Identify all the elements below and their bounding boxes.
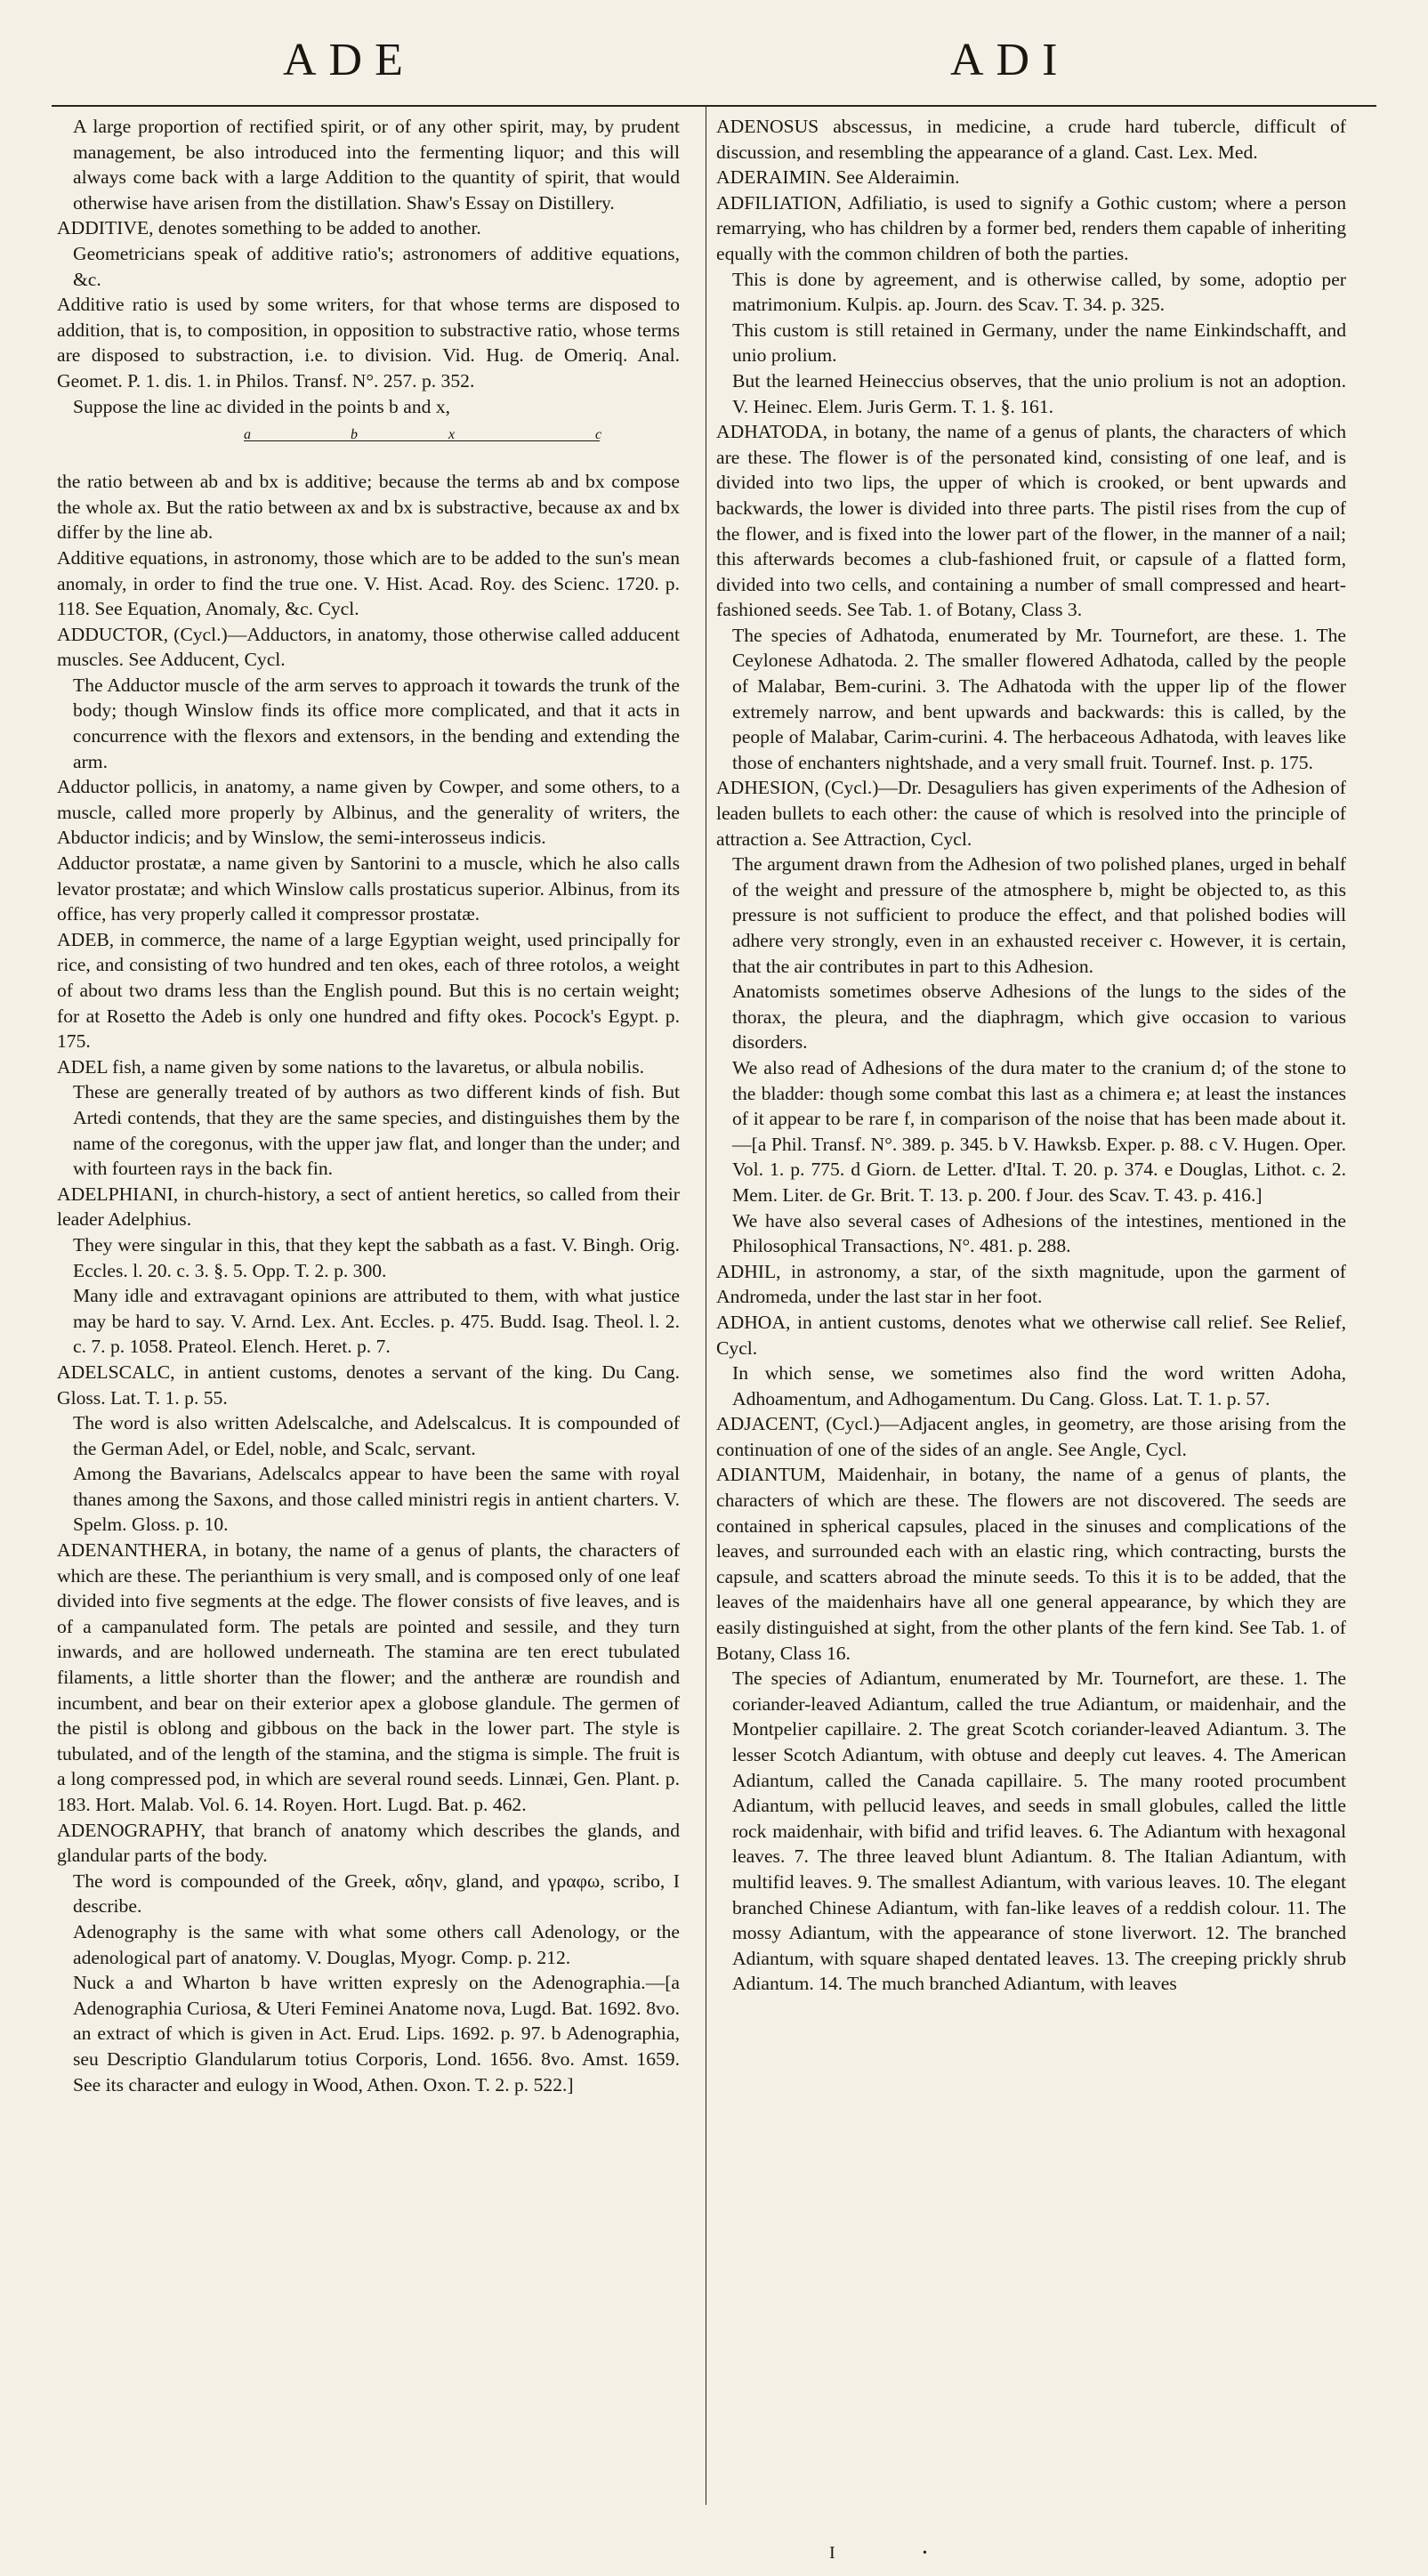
dictionary-entry: ADERAIMIN. See Alderaimin. — [716, 166, 960, 189]
entry-paragraph: Among the Bavarians, Adelscalcs appear to have been the same with royal thanes among the Saxons, and those called ministri regis in antient charters. V. Spelm. Gloss. p. 10. — [73, 1463, 680, 1536]
entry-paragraph: They were singular in this, that they kept the sabbath as a fast. V. Bingh. Orig. Eccles. l. 20. c. 3. §. 5. Opp. T. 2. p. 300. — [73, 1233, 680, 1281]
dictionary-entry: ADHATODA, in botany, the name of a genus of plants, the characters of which are these. The flower is of the personated kind, consisting of one leaf, and is divided into two lips, the upper of which is crooked, or bent upwards and backwards, the lower is divided into three parts. The pistil rises from the cup of the flower, and is fixed into the lower part of the flower, in the manner of a nail; this afterwards becomes a club-fashioned fruit, or capsule of a flatted form, divided into two cells, and containing a number of small compressed and heart-fashioned seeds. See Tab. 1. of Botany, Class 3. — [716, 421, 1346, 621]
diagram-point-label: b — [351, 427, 358, 443]
dictionary-entry: Additive equations, in astronomy, those which are to be added to the sun's mean anomaly, in order to find the true one. V. Hist. Acad. Roy. des Scienc. 1720. p. 118. See Equation, Anomaly, &c. Cycl. — [57, 546, 680, 620]
entry-paragraph: This custom is still retained in Germany, under the name Einkindschafft, and unio prolium. — [732, 319, 1346, 367]
dictionary-entry: ADHESION, (Cycl.)—Dr. Desaguliers has given experiments of the Adhesion of leaden bullets to each other: the cause of which is resolved into the principle of attraction a. See Attraction, Cycl. — [716, 777, 1346, 850]
running-head-right: ADI — [950, 35, 1070, 85]
dictionary-entry: ADDITIVE, denotes something to be added to another. — [57, 217, 481, 239]
entry-paragraph: The Adductor muscle of the arm serves to approach it towards the trunk of the body; though Winslow finds its office more complicated, and that it acts in concurrence with the flexors and extensors, in the bending and extending the arm. — [73, 674, 680, 772]
dictionary-entry: ADELSCALC, in antient customs, denotes a servant of the king. Du Cang. Gloss. Lat. T. 1. p. 55. — [57, 1361, 680, 1409]
diagram-point-label: c — [595, 427, 602, 443]
diagram-line — [244, 440, 600, 441]
dictionary-entry: ADENOSUS abscessus, in medicine, a crude hard tubercle, difficult of discussion, and resembling the appearance of a gland. Cast. Lex. Med. — [716, 116, 1346, 163]
right-column — [716, 114, 1346, 1997]
dictionary-entry: ADENANTHERA, in botany, the name of a genus of plants, the characters of which are these. The perianthium is very small, and is composed only of one leaf divided into five segments at the edge. The flower consists of five leaves, and is of a campanulated form. The petals are pointed and sessile, and they turn inwards, and are hollowed underneath. The stamina are ten erect tubulated filaments, a little shorter than the flower; and the antheræ are roundish and incumbent, and bear on their exterior apex a globose glandule. The germen of the pistil is oblong and gibbous on the back in the lower part. The style is tubulated, and of the length of the stamina, and the stigma is simple. The fruit is a long compressed pod, in which are several round seeds. Linnæi, Gen. Plant. p. 183. Hort. Malab. Vol. 6. 14. Royen. Hort. Lugd. Bat. p. 462. — [57, 1539, 681, 1815]
diagram-point-label: x — [448, 427, 456, 443]
entry-paragraph: Adenography is the same with what some others call Adenology, or the adenological part of anatomy. V. Douglas, Myogr. Comp. p. 212. — [73, 1920, 680, 1968]
dictionary-entry: ADELPHIANI, in church-history, a sect of antient heretics, so called from their leader Adelphius. — [57, 1183, 680, 1231]
dictionary-entry: ADENOGRAPHY, that branch of anatomy which describes the glands, and glandular parts of the body. — [57, 1819, 680, 1867]
dictionary-entry: ADIANTUM, Maidenhair, in botany, the name of a genus of plants, the characters of which are these. The flowers are not discovered. The seeds are contained in spherical capsules, placed in the sinuses and complications of the leaves, and surrounded each with an elastic ring, which contracting, bursts the capsule, and scatters abroad the minute seeds. To this it is to be added, that the leaves of the maidenhairs have all one general appearance, by which they are easily distinguished at sight, from the other plants of the fern kind. See Tab. 1. of Botany, Class 16. — [716, 1464, 1346, 1664]
entry-paragraph: Anatomists sometimes observe Adhesions of the lungs to the sides of the thorax, the pleura, and the diaphragm, which give occasion to various disorders. — [732, 981, 1346, 1054]
entry-paragraph: This is done by agreement, and is otherwise called, by some, adoptio per matrimonium. Kulpis. ap. Journ. des Scav. T. 34. p. 325. — [732, 268, 1346, 316]
entry-paragraph: These are generally treated of by authors as two different kinds of fish. But Artedi contends, that they are the same species, and distinguishes them by the name of the coregonus, with the upper jaw flat, and longer than the under; and with fourteen rays in the back fin. — [73, 1081, 680, 1180]
entry-paragraph: We have also several cases of Adhesions of the intestines, mentioned in the Philosophical Transactions, N°. 481. p. 288. — [732, 1209, 1346, 1257]
entry-paragraph: The species of Adhatoda, enumerated by Mr. Tournefort, are these. 1. The Ceylonese Adhatoda. 2. The smaller flowered Adhatoda, called by the people of Malabar, Bem-curini. 3. The Adhatoda with the upper lip of the flower extremely narrow, and bent upwards and backwards: this is called, by the people of Malabar, Carim-curini. 4. The herbaceous Adhatoda, with leaves like those of enchanters nightshade, and a very small fruit. Tournef. Inst. p. 175. — [732, 624, 1346, 773]
entry-paragraph: Nuck a and Wharton b have written expresly on the Adenographia.—[a Adenographia Curiosa, & Uteri Feminei Anatome nova, Lugd. Bat. 1692. 8vo. an extract of which is given in Act. Erud. Lips. 1692. p. 97. b Adenographia, seu Descriptio Glandularum totius Corporis, Lond. 1656. 8vo. Amst. 1659. See its character and eulogy in Wood, Athen. Oxon. T. 2. p. 522.] — [73, 1972, 680, 2096]
entry-paragraph: Many idle and extravagant opinions are attributed to them, with what justice may be hard to say. V. Arnd. Lex. Ant. Eccles. p. 475. Budd. Isag. Theol. l. 2. c. 7. p. 1058. Prateol. Elench. Heret. p. 7. — [73, 1285, 680, 1358]
dictionary-entry: ADFILIATION, Adfiliatio, is used to signify a Gothic custom; where a person remarrying, who has children by a former bed, renders them capable of inheriting equally with the common children of both the parties. — [716, 191, 1346, 264]
left-column — [57, 114, 680, 2097]
diagram-point-label: a — [244, 427, 251, 443]
entry-paragraph: The species of Adiantum, enumerated by Mr. Tournefort, are these. 1. The coriander-leaved Adiantum, called the true Adiantum, or maidenhair, and the Montpelier capillaire. 2. The great Scotch coriander-leaved Adiantum. 3. The lesser Scotch Adiantum, with obtuse and deeply cut leaves. 4. The American Adiantum, called the Canada capillaire. 5. The many rooted procumbent Adiantum, with pellucid leaves, and seeds in small globules, called the little rock maidenhair, with bifid and trifid leaves. 6. The Adiantum with hexagonal leaves. 7. The three leaved blunt Adiantum. 8. The Italian Adiantum, with multifid leaves. 9. The smallest Adiantum, with various leaves. 10. The elegant branched Chinese Adiantum, with fan-like leaves of a reddish colour. 11. The mossy Adiantum, with the appearance of stone liverwort. 12. The branched Adiantum, with square shaped dentated leaves. 13. The creeping prickly shrub Adiantum. 14. The much branched Adiantum, with leaves — [732, 1668, 1346, 1995]
dictionary-entry: ADHOA, in antient customs, denotes what we otherwise call relief. See Relief, Cycl. — [716, 1311, 1346, 1359]
signature-dot: • — [923, 2547, 927, 2560]
entry-paragraph: Suppose the line ac divided in the points b and x, — [73, 395, 451, 417]
entry-paragraph: In which sense, we sometimes also find the word written Adoha, Adhoamentum, and Adhogamentum. Du Cang. Gloss. Lat. T. 1. p. 57. — [732, 1362, 1346, 1409]
dictionary-entry: ADEL fish, a name given by some nations to the lavaretus, or albula nobilis. — [57, 1055, 645, 1078]
dictionary-entry: Adductor prostatæ, a name given by Santorini to a muscle, which he also calls levator prostatæ; and which Winslow calls prostaticus superior. Albinus, from its office, has very properly called it compressor prostatæ. — [57, 852, 680, 925]
dictionary-entry: Adductor pollicis, in anatomy, a name given by Cowper, and some others, to a muscle, called more properly by Albinus, and the generality of writers, the Abductor indicis; and by Winslow, the semi-interosseus indicis. — [57, 776, 680, 849]
dictionary-entry: the ratio between ab and bx is additive; because the terms ab and bx compose the whole ax. But the ratio between ax and bx is substractive, because ax and bx differ by the line ab. — [57, 471, 680, 544]
dictionary-entry: ADJACENT, (Cycl.)—Adjacent angles, in geometry, are those arising from the continuation of one of the sides of an angle. See Angle, Cycl. — [716, 1413, 1346, 1460]
entry-paragraph: But the learned Heineccius observes, that the unio prolium is not an adoption. V. Heinec. Elem. Juris Germ. T. 1. §. 161. — [732, 369, 1346, 417]
entry-paragraph: A large proportion of rectified spirit, or of any other spirit, may, by prudent management, be also introduced into the fermenting liquor; and this will always come back with a large Addition to the quantity of spirit, that would otherwise have arisen from the distillation. Shaw's Essay on Distillery. — [73, 116, 680, 214]
dictionary-entry: ADDUCTOR, (Cycl.)—Adductors, in anatomy, those otherwise called adducent muscles. See Adducent, Cycl. — [57, 623, 680, 671]
running-head-left: ADE — [283, 35, 415, 85]
entry-paragraph: We also read of Adhesions of the dura mater to the cranium d; of the stone to the bladder: though some combat this last as a chimera e; at least the instances of it appear to be rare f, in comparison of the noise that has been made about it.—[a Phil. Transf. N°. 389. p. 345. b V. Hawksb. Exper. p. 88. c V. Hugen. Oper. Vol. 1. p. 775. d Giorn. de Letter. d'Ital. T. 20. p. 374. e Douglas, Lithot. c. 2. Mem. Liter. de Gr. Brit. T. 13. p. 200. f Jour. des Scav. T. 43. p. 416.] — [732, 1056, 1346, 1206]
entry-paragraph: The word is compounded of the Greek, αδην, gland, and γραφω, scribo, I describe. — [73, 1869, 680, 1918]
entry-paragraph: The argument drawn from the Adhesion of two polished planes, urged in behalf of the weight and pressure of the atmosphere b, might be objected to, as this pressure is not sufficient to produce the effect, and that polished bodies will adhere very strongly, even in an exhausted receiver c. However, it is certain, that the air contributes in part to this Adhesion. — [732, 853, 1346, 977]
signature-mark: I — [829, 2543, 835, 2563]
dictionary-entry: ADHIL, in astronomy, a star, of the sixth magnitude, upon the garment of Andromeda, under the last star in her foot. — [716, 1260, 1346, 1308]
entry-paragraph: The word is also written Adelscalche, and Adelscalcus. It is compounded of the German Adel, or Edel, noble, and Scalc, servant. — [73, 1412, 680, 1459]
entry-paragraph: Geometricians speak of additive ratio's; astronomers of additive equations, &c. — [73, 242, 680, 290]
dictionary-entry: Additive ratio is used by some writers, for that whose terms are disposed to addition, that is, to composition, in opposition to substractive ratio, whose terms are disposed to substraction, i.e. to division. Vid. Hug. de Omeriq. Anal. Geomet. P. 1. dis. 1. in Philos. Transf. N°. 257. p. 352. — [57, 294, 680, 392]
header-rule — [52, 105, 1376, 107]
line-diagram — [57, 419, 680, 469]
dictionary-entry: ADEB, in commerce, the name of a large Egyptian weight, used principally for rice, and consisting of two hundred and ten okes, each of three rotolos, a weight of about two drams less than the English pound. But this is no certain weight; for at Rosetto the Adeb is only one hundred and fifty okes. Pocock's Egypt. p. 175. — [57, 928, 680, 1053]
